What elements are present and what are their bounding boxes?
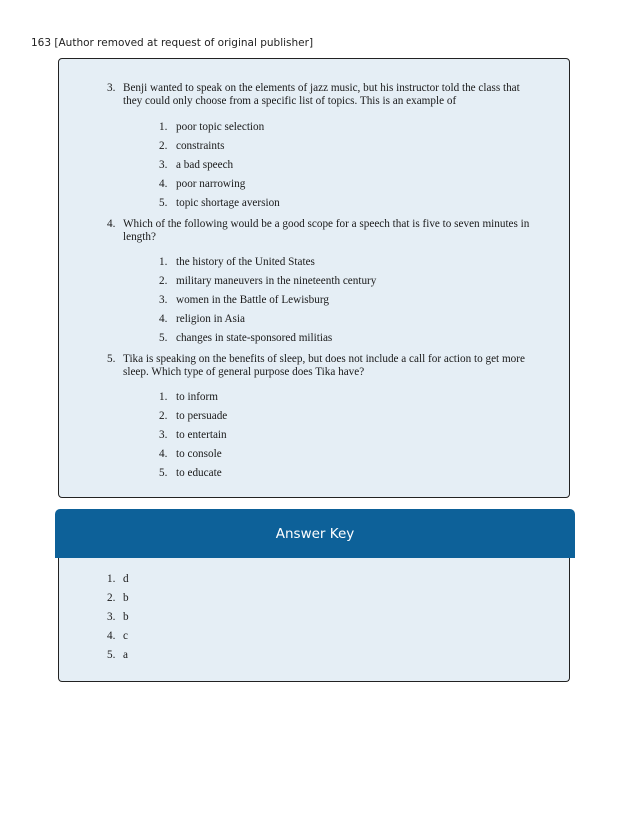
option-number: 3. [159, 429, 168, 441]
option-text: to educate [176, 467, 222, 479]
option-number: 1. [159, 121, 168, 133]
option-number: 3. [159, 159, 168, 171]
option-text: a bad speech [176, 159, 234, 171]
option-text: the history of the United States [176, 256, 315, 268]
question-number: 5. [107, 353, 116, 365]
answer-number: 3. [107, 611, 116, 623]
option-number: 2. [159, 410, 168, 422]
answer-text: c [123, 630, 128, 642]
option-number: 4. [159, 178, 168, 190]
option-number: 1. [159, 256, 168, 268]
answer-number: 2. [107, 592, 116, 604]
answer-number: 5. [107, 649, 116, 661]
option-text: topic shortage aversion [176, 197, 280, 209]
option-number: 5. [159, 467, 168, 479]
option-text: poor narrowing [176, 178, 246, 190]
option-number: 4. [159, 448, 168, 460]
option-text: military maneuvers in the nineteenth century [176, 275, 377, 287]
option-number: 2. [159, 140, 168, 152]
answer-key-box [58, 558, 570, 682]
option-number: 3. [159, 294, 168, 306]
question-text: Tika is speaking on the benefits of sleep, but does not include a call for action to get more sleep. Which type of general purpose does Tika have? [123, 353, 525, 379]
option-number: 2. [159, 275, 168, 287]
question-text: Benji wanted to speak on the elements of jazz music, but his instructor told the class that they could only choose from a specific list of topics. This is an example of [123, 82, 520, 108]
option-text: to persuade [176, 410, 228, 422]
option-text: religion in Asia [176, 313, 245, 325]
option-text: changes in state-sponsored militias [176, 332, 333, 344]
option-text: constraints [176, 140, 225, 152]
answer-number: 1. [107, 573, 116, 585]
running-title: [Author removed at request of original publisher] [54, 37, 314, 49]
option-number: 5. [159, 197, 168, 209]
option-text: to inform [176, 391, 218, 403]
option-number: 1. [159, 391, 168, 403]
option-number: 5. [159, 332, 168, 344]
answer-key-title: Answer Key [275, 525, 355, 542]
question-text: Which of the following would be a good scope for a speech that is five to seven minutes in length? [123, 218, 530, 244]
answer-text: d [123, 573, 129, 585]
questions-box [58, 58, 570, 498]
answer-text: b [123, 592, 129, 604]
question-number: 4. [107, 218, 116, 230]
answer-number: 4. [107, 630, 116, 642]
answer-text: b [123, 611, 129, 623]
answer-key-header [55, 509, 575, 558]
option-text: women in the Battle of Lewisburg [176, 294, 329, 306]
option-text: poor topic selection [176, 121, 265, 133]
page-header [31, 37, 313, 49]
answer-text: a [123, 649, 128, 661]
option-number: 4. [159, 313, 168, 325]
option-text: to entertain [176, 429, 227, 441]
page-number: 163 [31, 37, 52, 49]
option-text: to console [176, 448, 222, 460]
question-number: 3. [107, 82, 116, 94]
